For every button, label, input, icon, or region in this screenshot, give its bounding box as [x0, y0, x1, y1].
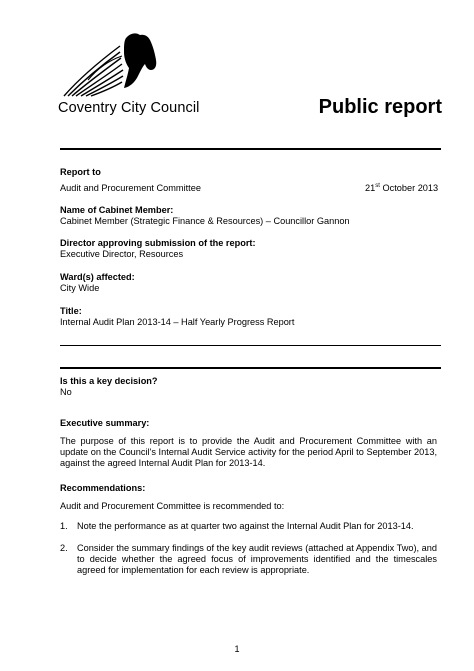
page-number: 1: [234, 644, 240, 654]
council-name: Coventry City Council: [58, 100, 200, 116]
recommendations-intro: Audit and Procurement Committee is recommended to:: [60, 501, 285, 511]
recommendation-number: 2.: [60, 543, 68, 553]
director-value: Executive Director, Resources: [60, 249, 184, 259]
recommendation-text: Consider the summary findings of the key audit reviews (attached at Appendix Two), and to decide whether the agreed focus of improvements identified and the timescales agreed for implementation for each review is appropriate.: [77, 543, 437, 575]
top-divider: [60, 148, 441, 150]
wards-value: City Wide: [60, 283, 100, 293]
executive-summary-heading: Executive summary:: [60, 418, 150, 428]
report-date: [365, 183, 438, 194]
recommendation-text: Note the performance as at quarter two against the Internal Audit Plan for 2013-14.: [77, 521, 414, 531]
cabinet-member-value: Cabinet Member (Strategic Finance & Resources) – Councillor Gannon: [60, 216, 350, 226]
cabinet-member-label: Name of Cabinet Member:: [60, 205, 174, 215]
key-decision-value: No: [60, 387, 72, 397]
executive-summary-text: The purpose of this report is to provide the Audit and Procurement Committee with an update on the Council's Internal Audit Service activity for the period April to September 2013, against the agreed Internal Audit Plan for 2013-14.: [60, 436, 437, 468]
recommendation-number: 1.: [60, 521, 68, 531]
recommendations-heading: Recommendations:: [60, 483, 146, 493]
title-label: Title:: [60, 306, 82, 316]
report-date-rest: October 2013: [379, 183, 439, 193]
document-type-heading: Public report: [318, 96, 442, 118]
horse-logo-icon: [58, 30, 168, 100]
key-decision-label: Is this a key decision?: [60, 376, 158, 386]
report-date-suffix: st: [375, 182, 380, 189]
report-to-committee: Audit and Procurement Committee: [60, 183, 201, 193]
middle-divider: [60, 345, 441, 346]
section-divider: [60, 367, 441, 369]
report-to-label: Report to: [60, 167, 101, 177]
director-label: Director approving submission of the report:: [60, 238, 256, 248]
title-value: Internal Audit Plan 2013-14 – Half Yearly Progress Report: [60, 317, 295, 327]
report-date-day: 21: [365, 183, 376, 193]
wards-label: Ward(s) affected:: [60, 272, 135, 282]
council-logo: [58, 30, 168, 100]
